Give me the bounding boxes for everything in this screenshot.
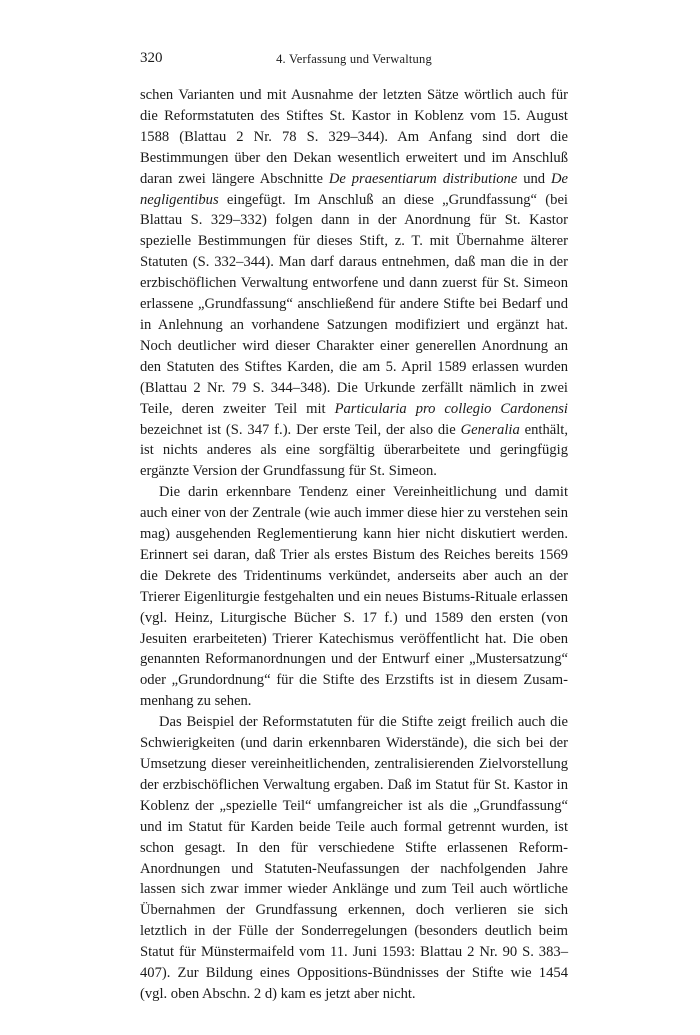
running-title: 4. Verfassung und Verwaltung — [276, 52, 432, 66]
text-segment: enthält, ist nichts anderes als eine sorgfältig überarbeitete und geringfügig ergänzte Version der Grundfassung für St. Simeon. — [140, 421, 568, 480]
italic-title: Generalia — [460, 421, 520, 438]
italic-title: De negligentibus — [140, 170, 568, 208]
text-segment: bezeichnet ist (S. 347 f.). Der erste Teil, der also die — [140, 421, 461, 438]
paragraph-1 — [140, 85, 568, 482]
text-body — [140, 85, 568, 1005]
page-number: 320 — [140, 50, 163, 66]
page-header — [140, 50, 568, 70]
text-segment: Die darin erkennbare Tendenz einer Vereinheitlichung und damit auch einer von der Zentrale (wie auch immer diese hier zu verstehen sein mag) ausgehenden Reglementierung kann hier nicht diskutiert werden. Erinnert sei daran, daß Trier als erstes Bistum des Reiches bereits 1569 die Dekrete des Tridentinums verkündet, anderseits aber auch an der Trierer Eigenliturgie festgehalten und ein neues Bistums-Rituale erlassen (vgl. Heinz, Liturgische Bücher S. 17 f.) und 1589 den ersten (von Jesuiten erarbeiteten) Trierer Katechismus veröffentlicht hat. Die oben genannten Reformanordnungen und der Entwurf einer „Mustersatzung“ oder „Grundordnung“ für die Stifte des Erzstifts ist in diesem Zusammenhang zu sehen. — [140, 484, 568, 710]
italic-title: Particularia pro collegio Cardonensi — [334, 400, 568, 417]
italic-title: De praesentiarum distributione — [328, 170, 518, 187]
text-segment: und — [517, 170, 551, 187]
text-segment: eingefügt. Im Anschluß an diese „Grundfassung“ (bei Blattau S. 329–332) folgen dann in der Anordnung für St. Kastor spezielle Bestimmungen für dieses Stift, z. T. mit Übernahme älterer Statuten (S. 332–344). Man darf daraus entnehmen, daß man die in der erzbischöflichen Verwaltung entworfene und dann zuerst für St. Simeon erlassene „Grundfassung“ anschließend für andere Stifte bei Bedarf und in Anlehnung an vorhandene Satzungen modifiziert und ergänzt hat. Noch deutlicher wird dieser Charakter einer generellen Anordnung an den Statuten des Stiftes Karden, die am 5. April 1589 erlassen wurden (Blattau 2 Nr. 79 S. 344–348). Die Urkunde zerfällt nämlich in zwei Teile, deren zweiter Teil mit — [140, 191, 568, 417]
text-segment: Das Beispiel der Reformstatuten für die Stifte zeigt freilich auch die Schwierigkeiten (und darin erkennbaren Widerstände), die sich bei der Umsetzung dieser vereinheitlichenden, zentralisierenden Zielvorstellung der erzbischöflichen Verwaltung ergaben. Daß im Statut für St. Kastor in Koblenz der „spezielle Teil“ umfangreicher ist als die „Grundfassung“ und im Statut für Karden beide Teile auch formal getrennt wurden, ist schon gesagt. In den für verschiedene Stifte erlassenen Reform-Anordnungen und Statuten-Neufassungen der nachfolgenden Jahre lassen sich zwar immer wieder Anklänge und zum Teil auch wörtliche Übernahmen der Grundfassung erkennen, doch verlieren sie sich letztlich in der Fülle der Sonderregelungen (besonders deutlich beim Statut für Münstermaifeld vom 11. Juni 1593: Blattau 2 Nr. 90 S. 383–407). Zur Bildung eines Oppositions-Bündnisses der Stifte wie 1454 (vgl. oben Abschn. 2 d) kam es jetzt aber nicht. — [140, 714, 568, 1002]
paragraph-2 — [140, 482, 568, 712]
paragraph-3 — [140, 712, 568, 1005]
text-segment: schen Varianten und mit Ausnahme der letzten Sätze wörtlich auch für die Reformstatuten des Stiftes St. Kastor in Koblenz vom 15. August 1588 (Blattau 2 Nr. 78 S. 329–344). Am Anfang sind dort die Bestimmungen über den Dekan wesentlich erweitert und im Anschluß daran zwei längere Abschnitte — [140, 87, 568, 187]
